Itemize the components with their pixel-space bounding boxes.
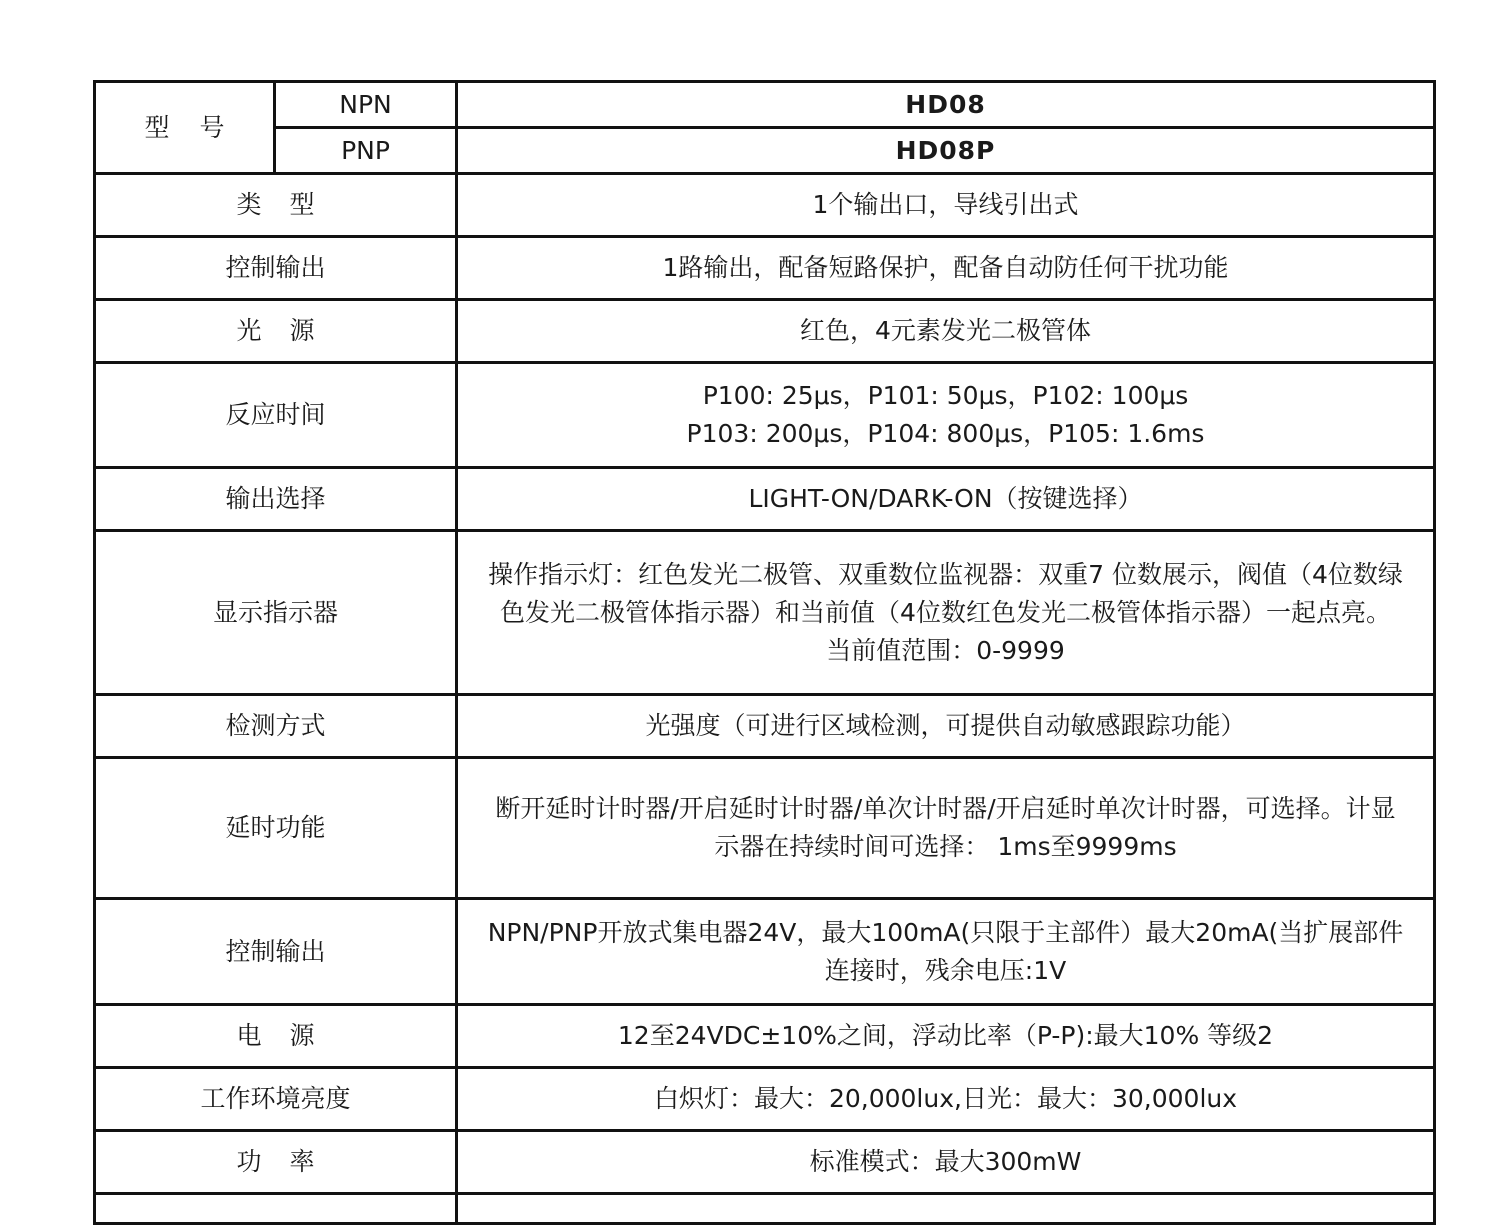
table-row [95,531,1435,695]
table-row [95,695,1435,758]
row-label-output-select: 输出选择 [95,468,457,531]
spec-sheet [93,80,1433,1225]
row-value-control-output-2: NPN/PNP开放式集电器24V，最大100mA(只限于主部件）最大20mA(当扩展部件 连接时，残余电压:1V [457,899,1435,1005]
row-value-ambient-light: 白炽灯：最大：20,000lux,日光：最大：30,000lux [457,1068,1435,1131]
row-label-delay-function: 延时功能 [95,758,457,899]
row-label-power-supply: 电源 [95,1005,457,1068]
row-label-display: 显示指示器 [95,531,457,695]
row-label-control-output: 控制输出 [95,237,457,300]
row-value-detection-mode: 光强度（可进行区域检测，可提供自动敏感跟踪功能） [457,695,1435,758]
row-value-response-time: P100: 25μs，P101: 50μs，P102: 100μs P103: 200μs，P104: 800μs，P105: 1.6ms [457,363,1435,468]
spec-table [93,80,1436,1225]
pnp-label: PNP [275,128,457,174]
pnp-model-value: HD08P [457,128,1435,174]
table-row [95,174,1435,237]
model-label: 型号 [95,82,275,174]
row-label-power: 功率 [95,1131,457,1194]
row-value-power-supply: 12至24VDC±10%之间，浮动比率（P-P):最大10% 等级2 [457,1005,1435,1068]
npn-label: NPN [275,82,457,128]
cut-cell-label [95,1194,457,1224]
row-label-control-output-2: 控制输出 [95,899,457,1005]
row-label-ambient-light: 工作环境亮度 [95,1068,457,1131]
row-value-light-source: 红色，4元素发光二极管体 [457,300,1435,363]
npn-model-value: HD08 [457,82,1435,128]
table-row [95,1068,1435,1131]
row-value-delay-function: 断开延时计时器/开启延时计时器/单次计时器/开启延时单次计时器，可选择。计显 示器在持续时间可选择： 1ms至9999ms [457,758,1435,899]
row-value-control-output: 1路输出，配备短路保护，配备自动防任何干扰功能 [457,237,1435,300]
row-value-display: 操作指示灯：红色发光二极管、双重数位监视器：双重7 位数展示，阀值（4位数绿 色发光二极管体指示器）和当前值（4位数红色发光二极管体指示器）一起点亮。 当前值范围：0-9999 [457,531,1435,695]
row-value-output-select: LIGHT-ON/DARK-ON（按键选择） [457,468,1435,531]
table-row [95,758,1435,899]
row-label-response-time: 反应时间 [95,363,457,468]
table-row [95,468,1435,531]
table-row [95,899,1435,1005]
row-label-detection-mode: 检测方式 [95,695,457,758]
table-row-cut [95,1194,1435,1224]
table-row [95,1005,1435,1068]
table-row [95,1131,1435,1194]
table-row [95,363,1435,468]
cut-cell-value [457,1194,1435,1224]
row-label-type: 类型 [95,174,457,237]
table-row [95,237,1435,300]
row-value-type: 1个输出口，导线引出式 [457,174,1435,237]
model-row-npn [95,82,1435,128]
row-label-light-source: 光源 [95,300,457,363]
model-row-pnp [95,128,1435,174]
row-value-power: 标准模式：最大300mW [457,1131,1435,1194]
table-row [95,300,1435,363]
